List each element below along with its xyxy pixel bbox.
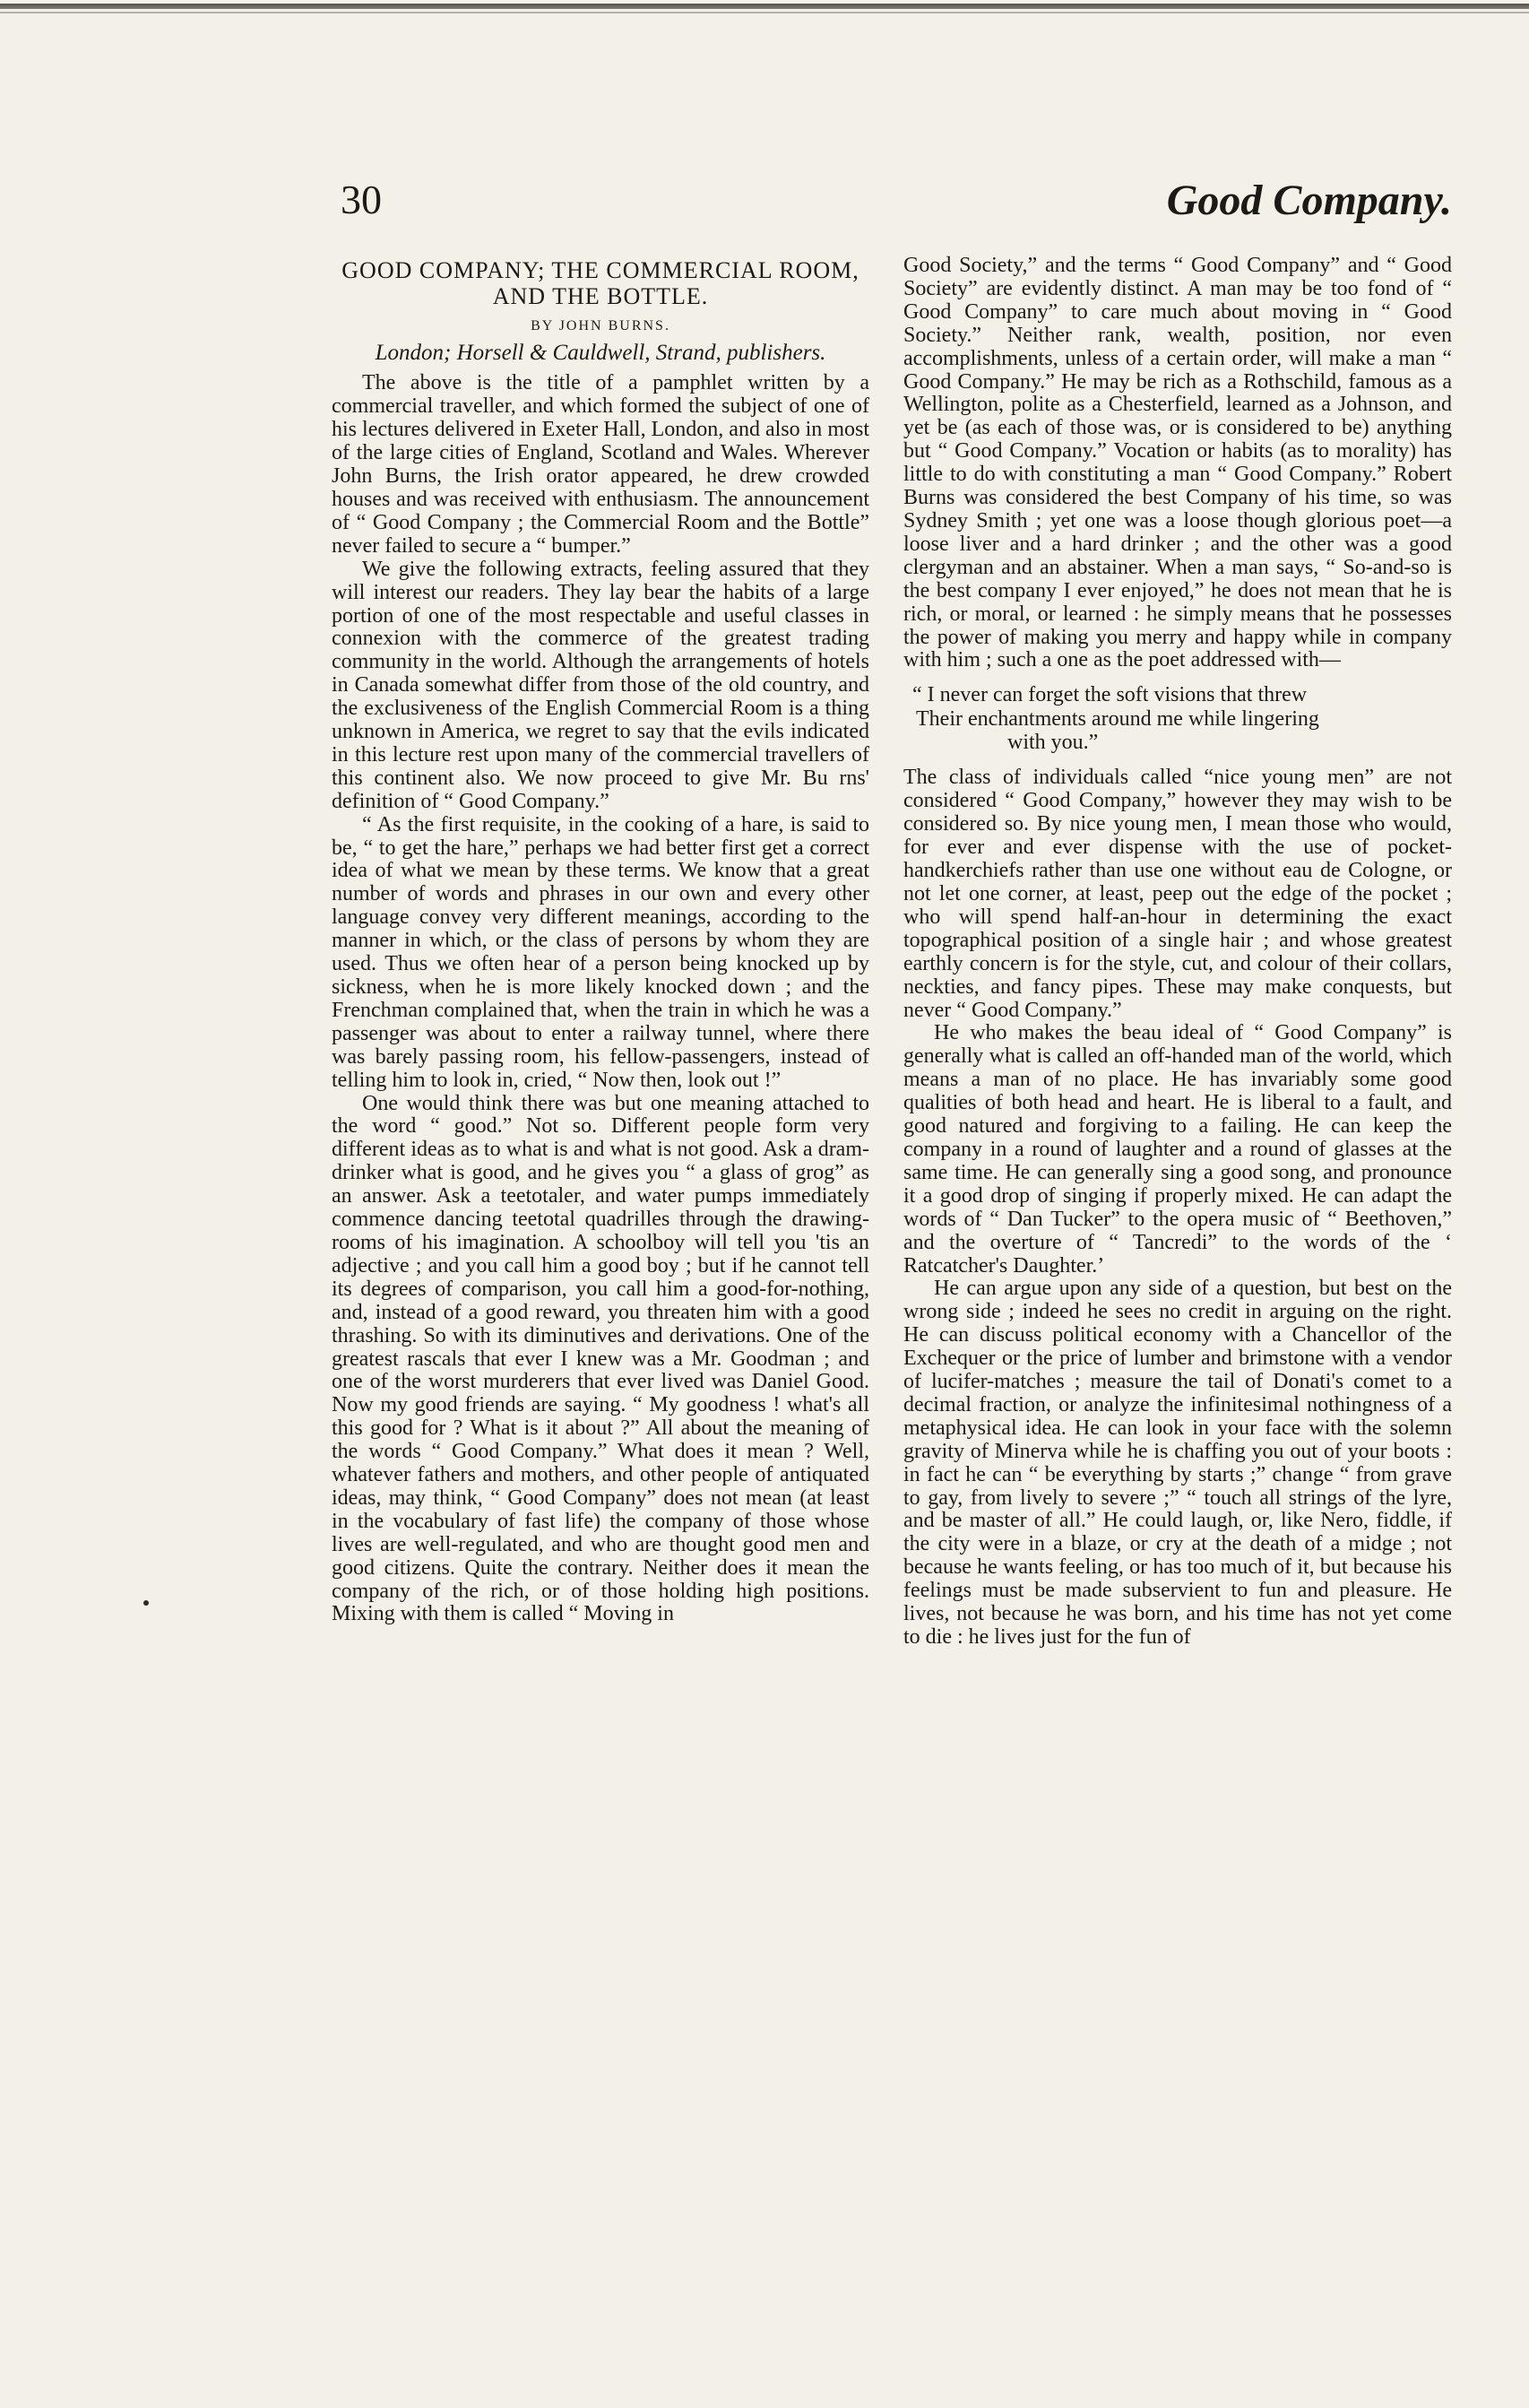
article-title: GOOD COMPANY; THE COMMERCIAL ROOM, AND THE BOTTLE. [341, 257, 860, 309]
poem-quote [903, 683, 1452, 754]
top-border-rule-thin [0, 12, 1529, 13]
paragraph: The above is the title of a pamphlet written by a commercial traveller, and which formed the subject of one of his lectures delivered in Exeter Hall, London, and also in most of the large cities of England, Scotland and Wales. Wherever John Burns, the Irish orator appeared, he drew crowded houses and was received with enthusiasm. The announcement of “ Good Company ; the Commercial Room and the Bottle” never failed to secure a “ bumper.” [332, 371, 869, 558]
left-column [332, 255, 869, 1626]
paragraph: He can argue upon any side of a question, but best on the wrong side ; indeed he sees no credit in arguing on the right. He can discuss political economy with a Chancellor of the Exchequer or the price of lumber and brimstone with a vendor of lucifer-matches ; measure the tail of Donati's comet to a decimal fraction, or analyze the infinitesimal nothingness of a metaphysical idea. He can look in your face with the solemn gravity of Minerva while he is chaffing you out of your boots : in fact he can “ be everything by starts ;” change “ from grave to gay, from lively to severe ;” “ touch all strings of the lyre, and be master of all.” He could laugh, or, like Nero, fiddle, if the city were in a blaze, or cry at the death of a midge ; not because he wants feeling, or has too much of it, but because his feelings must be made subservient to fun and pleasure. He lives, not because he was born, and his time has not yet come to die : he lives just for the fun of [903, 1277, 1452, 1650]
running-title: Good Company. [1166, 177, 1452, 224]
top-border-rule [0, 4, 1529, 9]
poem-line: “ I never can forget the soft visions that threw [912, 683, 1308, 707]
poem-line: Their enchantments around me while lingering [916, 706, 1319, 731]
article-publisher: London; Horsell & Cauldwell, Strand, publishers. [375, 341, 826, 366]
paragraph: The class of individuals called “nice young men” are not considered “ Good Company,” however they may wish to be considered so. By nice young men, I mean those who would, for ever and ever dispense with the use of pocket-handkerchiefs rather than use one without eau de Cologne, or not let one corner, at least, peep out the edge of the pocket ; who will spend half-an-hour in determining the exact topographical position of a single hair ; and whose greatest earthly concern is for the style, cut, and colour of their collars, neckties, and fancy pipes. These may make conquests, but never “ Good Company.” [903, 766, 1452, 1022]
page-header [341, 176, 1452, 238]
paragraph: We give the following extracts, feeling assured that they will interest our readers. They lay bear the habits of a large portion of one of the most respectable and useful classes in connexion with the commerce of the greatest trading community in the world. Although the arrangements of hotels in Canada somewhat differ from those of the old country, and the exclusiveness of the English Commercial Room is a thing unknown in America, we regret to say that the evils indicated in this lecture rest upon many of the commercial travellers of this continent also. We now proceed to give Mr. Bu rns' definition of “ Good Company.” [332, 557, 869, 813]
print-speck [143, 1600, 149, 1606]
paragraph: Good Society,” and the terms “ Good Company” and “ Good Society” are evidently distinct. A man may be too fond of “ Good Company” to care much about moving in “ Good Society.” Neither rank, wealth, position, nor even accomplishments, unless of a certain order, will make a man “ Good Company.” He may be rich as a Rothschild, famous as a Wellington, polite as a Chesterfield, learned as a Johnson, and yet be (as each of those was, or is considered to be) anything but “ Good Company.” Vocation or habits (as to morality) has little to do with constituting a man “ Good Company.” Robert Burns was considered the best Company of his time, so was Sydney Smith ; yet one was a loose though glorious poet—a loose liver and a hard drinker ; and the other was a good clergyman and an abstainer. When a man says, “ So-and-so is the best company I ever enjoyed,” he does not mean that he is rich, or moral, or learned : he simply means that he possesses the power of making you merry and happy while in company with him ; such a one as the poet addressed with— [903, 254, 1452, 672]
right-column [903, 255, 1452, 1650]
paragraph: He who makes the beau ideal of “ Good Company” is generally what is called an off-handed man of the world, which means a man of no place. He has invariably some good qualities of both head and heart. He is liberal to a fault, and good natured and forgiving to a failing. He can keep the company in a round of laughter and a round of glasses at the same time. He can generally sing a good song, and pronounce it a good drop of singing if properly mixed. He can adapt the words of “ Dan Tucker” to the opera music of “ Beethoven,” and the overture of “ Tancredi” to the words of the ‘ Ratcatcher's Daughter.’ [903, 1021, 1452, 1278]
poem-line: with you.” [1007, 731, 1099, 755]
article-byline: BY JOHN BURNS. [531, 318, 670, 334]
page-number: 30 [341, 177, 382, 222]
paragraph: One would think there was but one meaning attached to the word “ good.” Not so. Different people form very different ideas as to what is and what is not good. Ask a dram-drinker what is good, and he gives you “ a glass of grog” as an answer. Ask a teetotaler, and water pumps immediately commence dancing teetotal quadrilles through the drawing-rooms of his imagination. A schoolboy will tell you 'tis an adjective ; and you call him a good boy ; but if he cannot tell its degrees of comparison, you call him a good-for-nothing, and, instead of a good reward, you threaten him with a good thrashing. So with its diminutives and derivations. One of the greatest rascals that ever I knew was a Mr. Goodman ; and one of the worst murderers that ever lived was Daniel Good. Now my good friends are saying. “ My goodness ! what's all this good for ? What is it about ?” All about the meaning of the words “ Good Company.” What does it mean ? Well, whatever fathers and mothers, and other people of antiquated ideas, may think, “ Good Company” does not mean (at least in the vocabulary of fast life) the company of those whose lives are well-regulated, and who are thought good men and good citizens. Quite the contrary. Neither does it mean the company of the rich, or of those holding high positions. Mixing with them is called “ Moving in [332, 1091, 869, 1626]
paragraph: “ As the first requisite, in the cooking of a hare, is said to be, “ to get the hare,” perhaps we had better first get a correct idea of what we mean by these terms. We know that a great number of words and phrases in our own and every other language convey very different meanings, according to the manner in which, or the class of persons by whom they are used. Thus we often hear of a person being knocked up by sickness, when he is more likely knocked down ; and the Frenchman complained that, when the train in which he was a passenger was about to enter a railway tunnel, where there was barely passing room, his fellow-passengers, instead of telling him to look in, cried, “ Now then, look out !” [332, 812, 869, 1092]
